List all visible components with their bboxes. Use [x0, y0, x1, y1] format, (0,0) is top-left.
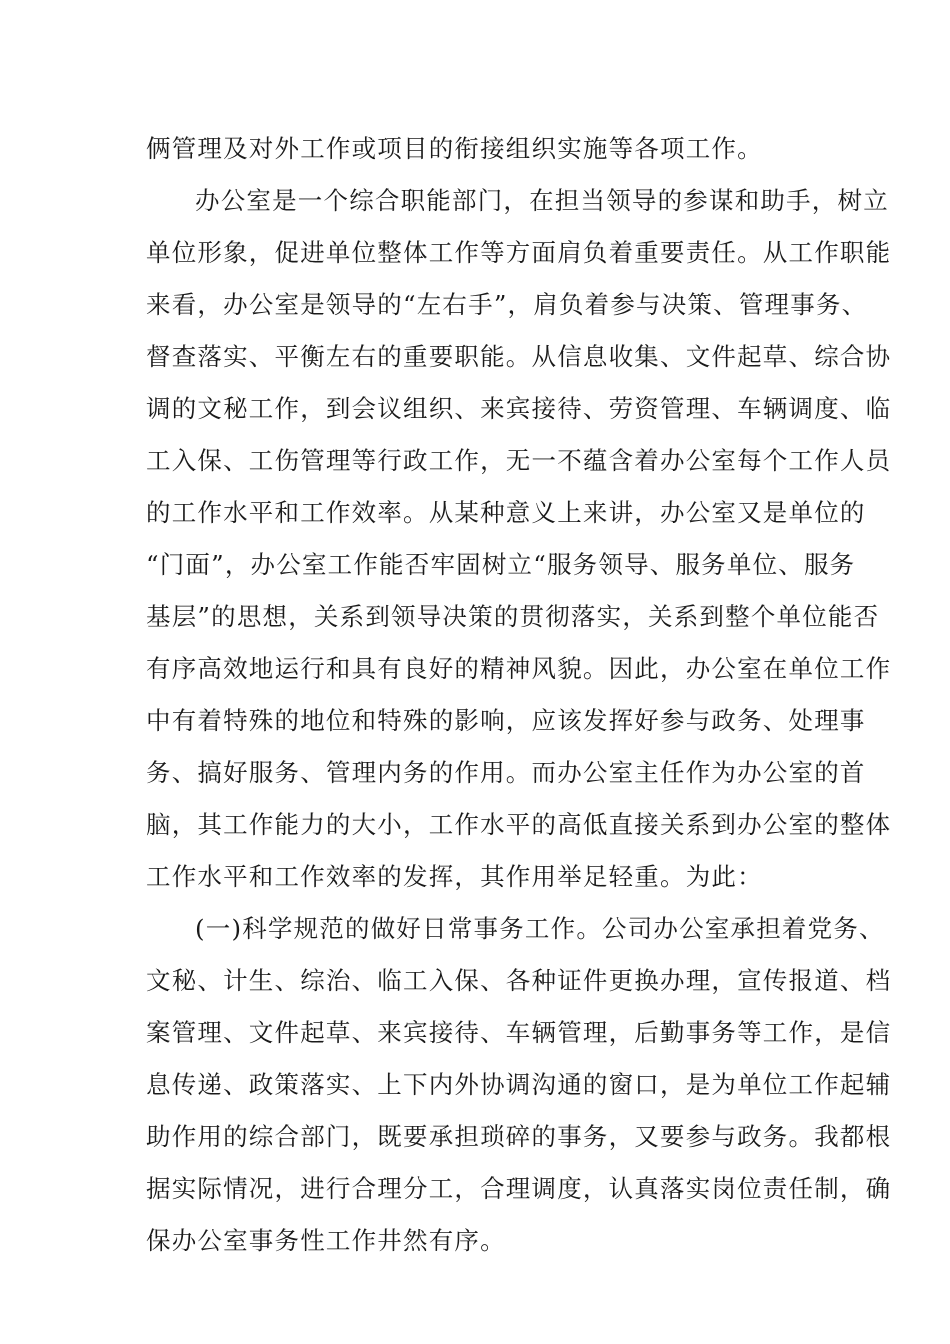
text-line: 来看，办公室是领导的“左右手”，肩负着参与决策、管理事务、: [146, 290, 868, 319]
text-line: 中有着特殊的地位和特殊的影响，应该发挥好参与政务、处理事: [146, 706, 866, 735]
text-line: 单位形象，促进单位整体工作等方面肩负着重要责任。从工作职能: [146, 238, 892, 267]
text-line: 有序高效地运行和具有良好的精神风貌。因此，办公室在单位工作: [146, 654, 892, 683]
text-line: 督查落实、平衡左右的重要职能。从信息收集、文件起草、综合协: [146, 342, 892, 371]
text-line: 脑，其工作能力的大小，工作水平的高低直接关系到办公室的整体: [146, 810, 892, 839]
paragraph-start-line: 办公室是一个综合职能部门，在担当领导的参谋和助手，树立: [195, 186, 889, 215]
text-line: 息传递、政策落实、上下内外协调沟通的窗口，是为单位工作起辅: [146, 1070, 892, 1099]
section-heading-line: (一)科学规范的做好日常事务工作。公司办公室承担着党务、: [195, 914, 885, 943]
text-line: 调的文秘工作，到会议组织、来宾接待、劳资管理、车辆调度、临: [146, 394, 892, 423]
text-line: “门面”，办公室工作能否牢固树立“服务领导、服务单位、服务: [146, 550, 856, 579]
text-line: 俩管理及对外工作或项目的衔接组织实施等各项工作。: [146, 134, 763, 163]
document-body: [146, 123, 892, 1267]
text-line: 案管理、文件起草、来宾接待、车辆管理，后勤事务等工作，是信: [146, 1018, 892, 1047]
text-line: 文秘、计生、综治、临工入保、各种证件更换办理，宣传报道、档: [146, 966, 892, 995]
text-line: 的工作水平和工作效率。从某种意义上来讲，办公室又是单位的: [146, 498, 866, 527]
text-line: 保办公室事务性工作井然有序。: [146, 1226, 506, 1255]
text-line: 工作水平和工作效率的发挥，其作用举足轻重。为此：: [146, 862, 763, 891]
text-line: 基层”的思想，关系到领导决策的贯彻落实，关系到整个单位能否: [146, 602, 880, 631]
text-line: 据实际情况，进行合理分工，合理调度，认真落实岗位责任制，确: [146, 1174, 892, 1203]
text-line: 工入保、工伤管理等行政工作，无一不蕴含着办公室每个工作人员: [146, 446, 892, 475]
text-line: 务、搞好服务、管理内务的作用。而办公室主任作为办公室的首: [146, 758, 866, 787]
text-line: 助作用的综合部门，既要承担琐碎的事务，又要参与政务。我都根: [146, 1122, 892, 1151]
